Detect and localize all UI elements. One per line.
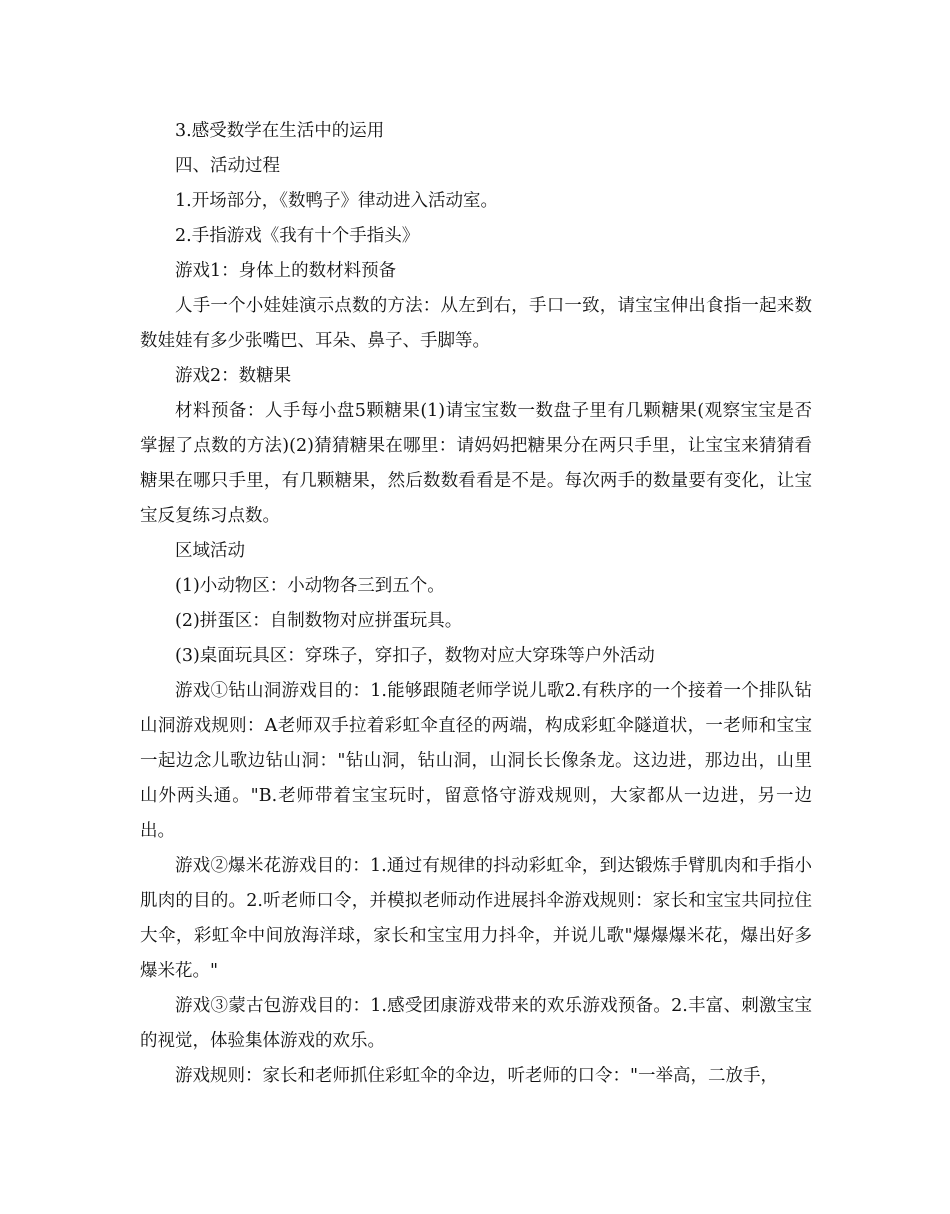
document-body (140, 114, 812, 1094)
paragraph-game-2-body: 材料预备：人手每小盘5颗糖果(1)请宝宝数一数盘子里有几颗糖果(观察宝宝是否掌握了点数的方法)(2)猜猜糖果在哪里：请妈妈把糖果分在两只手里，让宝宝来猜猜看糖果在哪只手里，有几颗糖果，然后数数看看是不是。每次两手的数量要有变化，让宝宝反复练习点数。 (140, 401, 812, 526)
paragraph-area-activity: 区域活动 (175, 541, 245, 561)
paragraph-area-3: (3)桌面玩具区：穿珠子，穿扣子，数物对应大穿珠等户外活动 (175, 646, 655, 666)
paragraph-game-rules: 游戏规则：家长和老师抓住彩虹伞的伞边，听老师的口令："一举高，二放手， (175, 1066, 779, 1086)
paragraph-opening: 1.开场部分，《数鸭子》律动进入活动室。 (175, 191, 498, 211)
paragraph-finger-game: 2.手指游戏《我有十个手指头》 (175, 226, 420, 246)
paragraph-game-yurt: 游戏③蒙古包游戏目的：1.感受团康游戏带来的欢乐游戏预备。2.丰富、刺激宝宝的视觉，体验集体游戏的欢乐。 (140, 996, 812, 1051)
paragraph-game-1-body: 人手一个小娃娃演示点数的方法：从左到右，手口一致，请宝宝伸出食指一起来数数娃娃有多少张嘴巴、耳朵、鼻子、手脚等。 (140, 296, 812, 351)
paragraph-area-2: (2)拼蛋区：自制数物对应拼蛋玩具。 (175, 611, 463, 631)
paragraph-goal-3: 3.感受数学在生活中的运用 (175, 121, 385, 141)
paragraph-game-cave: 游戏①钻山洞游戏目的：1.能够跟随老师学说儿歌2.有秩序的一个接着一个排队钻山洞游戏规则：A老师双手拉着彩虹伞直径的两端，构成彩虹伞隧道状，一老师和宝宝一起边念儿歌边钻山洞："钻山洞，钻山洞，山洞长长像条龙。这边进，那边出，山里山外两头通。"B.老师带着宝宝玩时，留意恪守游戏规则，大家都从一边进，另一边出。 (140, 681, 812, 841)
paragraph-game-popcorn: 游戏②爆米花游戏目的：1.通过有规律的抖动彩虹伞，到达锻炼手臂肌肉和手指小肌肉的目的。2.听老师口令，并模拟老师动作进展抖伞游戏规则：家长和宝宝共同拉住大伞，彩虹伞中间放海洋球，家长和宝宝用力抖伞，并说儿歌"爆爆爆米花，爆出好多爆米花。" (140, 856, 812, 981)
section-heading-activity-process: 四、活动过程 (175, 156, 280, 176)
paragraph-area-1: (1)小动物区：小动物各三到五个。 (175, 576, 445, 596)
paragraph-game-1-title: 游戏1：身体上的数材料预备 (175, 261, 397, 281)
paragraph-game-2-title: 游戏2：数糖果 (175, 366, 292, 386)
